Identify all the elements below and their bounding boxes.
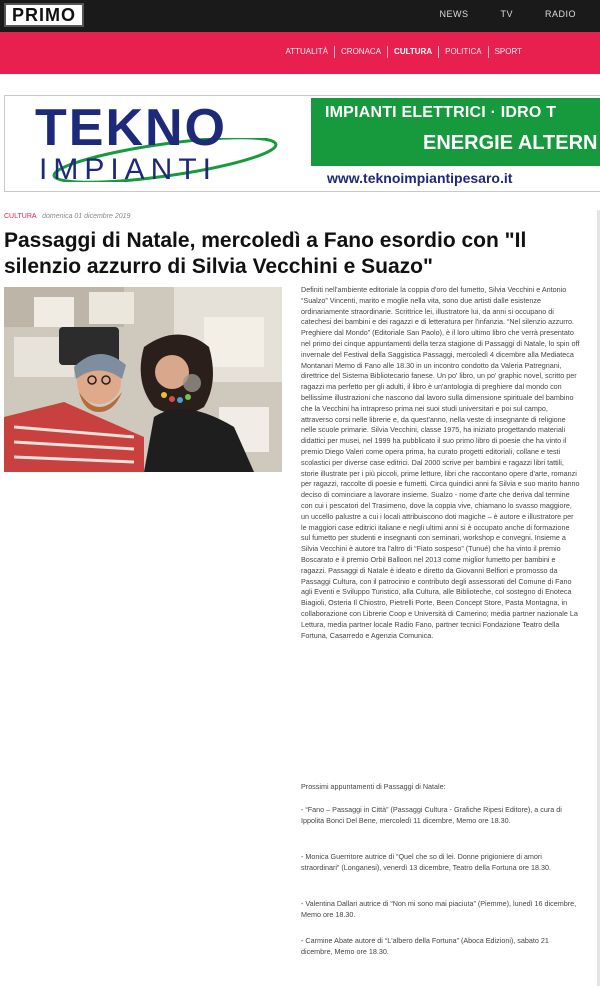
- photo-illustration: [4, 287, 282, 472]
- banner-green-panel: [311, 98, 600, 166]
- nav-tv[interactable]: TV: [500, 9, 513, 19]
- site-logo[interactable]: PRIMO: [4, 3, 84, 27]
- top-bar: [0, 0, 600, 32]
- banner-brand-top: TEKNO: [35, 99, 227, 157]
- ad-banner[interactable]: [4, 95, 600, 192]
- top-nav: [439, 0, 576, 32]
- banner-brand-bottom: IMPIANTI: [39, 153, 218, 186]
- section-cronaca[interactable]: CRONACA: [335, 46, 388, 58]
- section-cultura[interactable]: CULTURA: [388, 46, 439, 58]
- banner-logo-area: [5, 96, 310, 191]
- section-bar: [0, 32, 600, 74]
- article-title: Passaggi di Natale, mercoledì a Fano esordio con "Il silenzio azzurro di Silvia Vecchini e Suazo": [4, 229, 527, 278]
- appointment-item: - “Fano – Passaggi in Città” (Passaggi Cultura - Grafiche Ripesi Editore), a cura di Ippolita Bonci Del Bene, mercoledì 11 dicembre, Memo ore 18.30.: [301, 805, 562, 825]
- article-meta: [4, 213, 130, 220]
- article-body: [301, 285, 580, 641]
- appointments-title: Prossimi appuntamenti di Passaggi di Natale:: [301, 782, 446, 791]
- appointment-item: - Carmine Abate autore di “L'albero della Fortuna” (Aboca Edizioni), sabato 21 dicembre, Memo ore 18.30.: [301, 936, 549, 956]
- section-politica[interactable]: POLITICA: [439, 46, 488, 58]
- nav-radio[interactable]: RADIO: [544, 9, 576, 19]
- banner-line2: ENERGIE ALTERN: [423, 132, 598, 154]
- nav-news[interactable]: NEWS: [439, 9, 469, 19]
- appointment-item: - Monica Guerritore autrice di “Quel che so di lei. Donne prigioniere di amori straordinari” (Longanesi), venerdì 13 dicembre, Teatro della Fortuna ore 18.30.: [301, 852, 551, 872]
- banner-url: www.teknoimpiantipesaro.it: [327, 170, 513, 186]
- article-date: domenica 01 dicembre 2019: [42, 213, 131, 220]
- appointment-item: - Valentina Dallari autrice di “Non mi sono mai piaciuta” (Piemme), lunedì 16 dicembre, Memo ore 18.30.: [301, 899, 577, 919]
- banner-line1: IMPIANTI ELETTRICI · IDRO T: [325, 104, 557, 121]
- section-attualita[interactable]: ATTUALITÀ: [280, 46, 336, 58]
- article-photo: [4, 287, 282, 472]
- section-nav: [280, 46, 529, 58]
- section-sport[interactable]: SPORT: [494, 47, 522, 56]
- article-body-text: Definiti nell'ambiente editoriale la coppia d'oro del fumetto, Silvia Vecchini e Antonio “Sualzo” Vincenti, marito e moglie nella vita, sono due artisti dalle esistenze ordinariamente straordinarie. Scrittrice lei, illustratore lui, da anni si occupano di catechesi dei bambini e dei ragazzi e di letteratura per l'infanzia. “Nel silenzio azzurro. Preghiere dal Mondo” (Editoriale San Paolo), è il loro ultimo libro che verrà presentato nel primo dei cinque appuntamenti della terza stagione di Passaggi di Natale, lo spin off invernale del Festival della Saggistica Passaggi, mercoledì 4 dicembre alla Mediateca Montanari Memo di Fano alle 18.30 in un incontro condotto da Valeria Patregnani, direttrice del Sistema Bibliotecario fanese. Un po' libro, un po' graphic novel, scritto per ragazzi ma perfetto per gli adulti, il libro è un'antologia di preghiere dal mondo con bellissime illustrazioni che nascono dal lavoro sulla dimensione spirituale del bambino che la Vecchini ha intrapreso prima nei suoi studi universitari e poi sul campo, attraverso corsi nelle librerie e, da quest'anno, nella veste di insegnante di religione nelle scuole primarie. Silvia Vecchini, classe 1975, ha iniziato progettando materiali didattici per musei, nel 1999 ha pubblicato il suo primo libro di poesie che ha vinto il premio Diego Valeri come opera prima, ha curato progetti editoriali, collane e testi scolastici per diverse case editrici. Dal 2000 scrive per bambini e ragazzi libri tattili, storie illustrate per i più piccoli, prime letture, libri che raccontano opere d'arte, romanzi per ragazzi, raccolte di poesie e fumetti. Circa quindici anni fa Silvia e suo marito hanno deciso di cominciare a lavorare insieme. Sualzo - nome d'arte che deriva dal termine con cui i pescatori del Trasimeno, dove la coppia vive, chiamano lo svasso maggiore, un uccello palustre a cui i locali attribuiscono doti magiche – è autore e illustratore per le maggiori case editrici italiane e negli ultimi anni si è occupato anche di formazione sul fumetto per studenti e insegnanti con seminari, workshop e convegni. Insieme a Silvia Vecchini è autore tra l'altro di “Fiato sospeso” (Tunué) che ha vinto il premio Boscarato e il premio Orbil Balloon nel 2013 come miglior fumetto per bambini e ragazzi. Passaggi di Natale è ideato e diretto da Giovanni Belfiori e promosso da Passaggi Cultura, con il patrocinio e contributo degli assessorati del Comune di Fano agli Eventi e Sviluppo Turistico, alla Cultura, alle Biblioteche, col sostegno di Enoteca Biagioli, Osteria Il Chiostro, Pietrelli Porte, Been Concept Store, Pasta Montagna, in collaborazione con Librerie Coop e Università di Camerino; media partner nazionale La Lettura, media partner locale Radio Fano, partner tecnici Fondazione Teatro della Fortuna, Casarredo e Agenzia Comunica.: [301, 285, 580, 640]
- article-category[interactable]: CULTURA: [4, 213, 37, 220]
